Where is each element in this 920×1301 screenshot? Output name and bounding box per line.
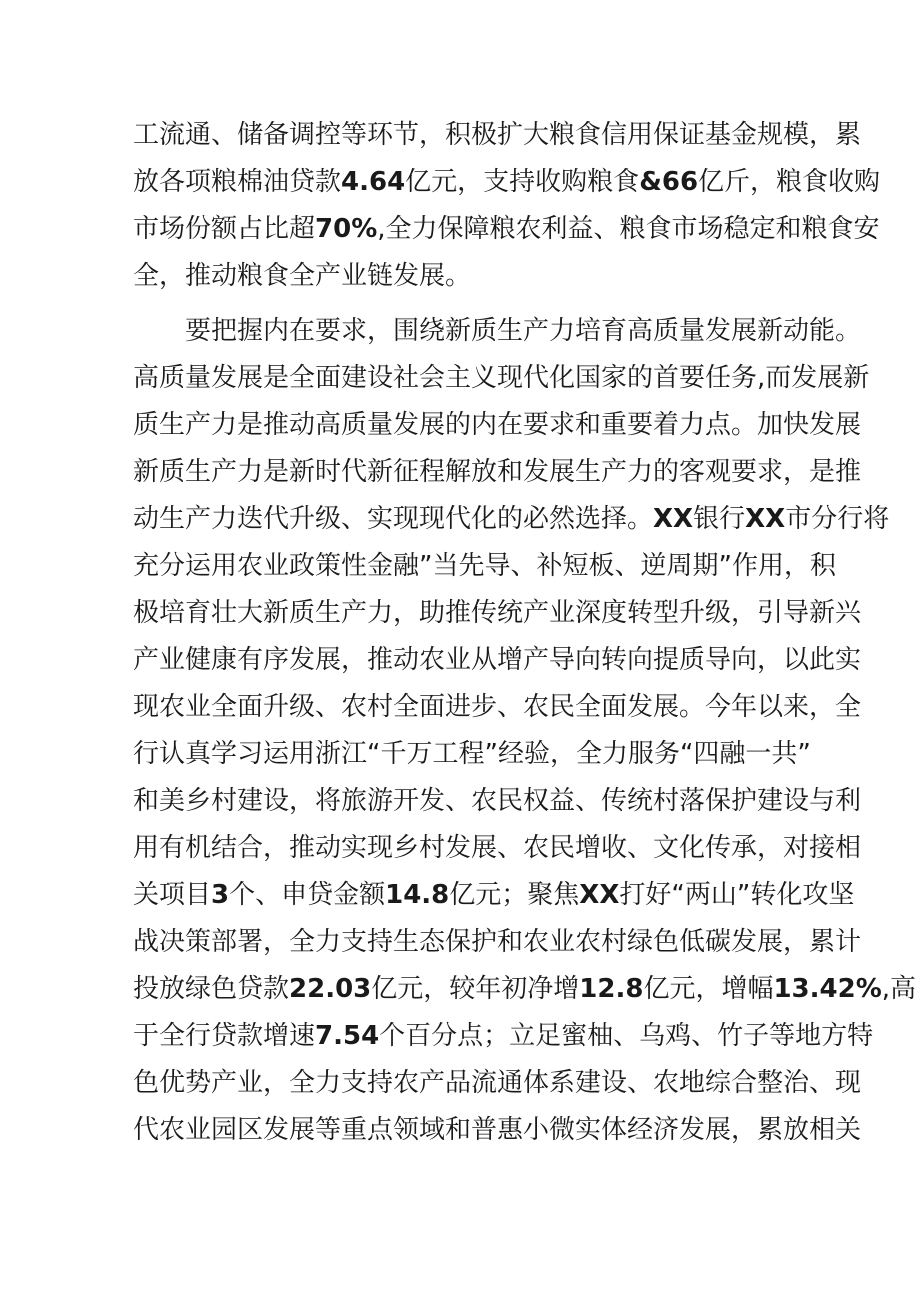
text-line: 战决策部署，全力支持生态保护和农业农村绿色低碳发展，累计	[133, 927, 862, 957]
text-line: 行认真学习运用浙江“千万工程”经验，全力服务“四融一共”	[133, 739, 811, 769]
text-line: 全，推动粮食全产业链发展。	[133, 261, 472, 291]
text-line: 充分运用农业政策性金融”当先导、补短板、逆周期”作用，积	[133, 551, 836, 581]
text-line: 用有机结合，推动实现乡村发展、农民增收、文化传承，对接相	[133, 833, 862, 863]
text-line: 于全行贷款增速7.54个百分点；立足蜜柚、乌鸡、竹子等地方特	[133, 1021, 874, 1051]
text-line: 市场份额占比超70%,全力保障粮农利益、粮食市场稳定和粮食安	[133, 214, 880, 244]
text-line: 高质量发展是全面建设社会主义现代化国家的首要任务,而发展新	[133, 363, 870, 393]
text-line: 和美乡村建设，将旅游开发、农民权益、传统村落保护建设与利	[133, 786, 862, 816]
text-line: 产业健康有序发展，推动农业从增产导向转向提质导向，以此实	[133, 645, 862, 675]
text-line: 动生产力迭代升级、实现现代化的必然选择。XX银行XX市分行将	[133, 504, 890, 534]
text-line: 代农业园区发展等重点领域和普惠小微实体经济发展，累放相关	[133, 1115, 862, 1145]
text-line: 要把握内在要求，围绕新质生产力培育高质量发展新动能。	[185, 316, 862, 346]
text-line: 工流通、储备调控等环节，积极扩大粮食信用保证基金规模，累	[133, 120, 862, 150]
text-line: 极培育壮大新质生产力，助推传统产业深度转型升级，引导新兴	[133, 598, 862, 628]
text-line: 色优势产业，全力支持农产品流通体系建设、农地综合整治、现	[133, 1068, 862, 1098]
document-body	[133, 112, 917, 1154]
paragraph	[133, 308, 917, 1154]
text-line: 新质生产力是新时代新征程解放和发展生产力的客观要求，是推	[133, 457, 862, 487]
text-line: 质生产力是推动高质量发展的内在要求和重要着力点。加快发展	[133, 410, 862, 440]
text-line: 投放绿色贷款22.03亿元，较年初净增12.8亿元，增幅13.42%,高	[133, 974, 917, 1004]
text-line: 放各项粮棉油贷款4.64亿元，支持收购粮食&66亿斤，粮食收购	[133, 167, 881, 197]
text-line: 现农业全面升级、农村全面进步、农民全面发展。今年以来，全	[133, 692, 862, 722]
paragraph-gap	[133, 300, 793, 308]
text-line: 关项目3个、申贷金额14.8亿元；聚焦XX打好“两山”转化攻坚	[133, 880, 855, 910]
paragraph	[133, 112, 881, 300]
